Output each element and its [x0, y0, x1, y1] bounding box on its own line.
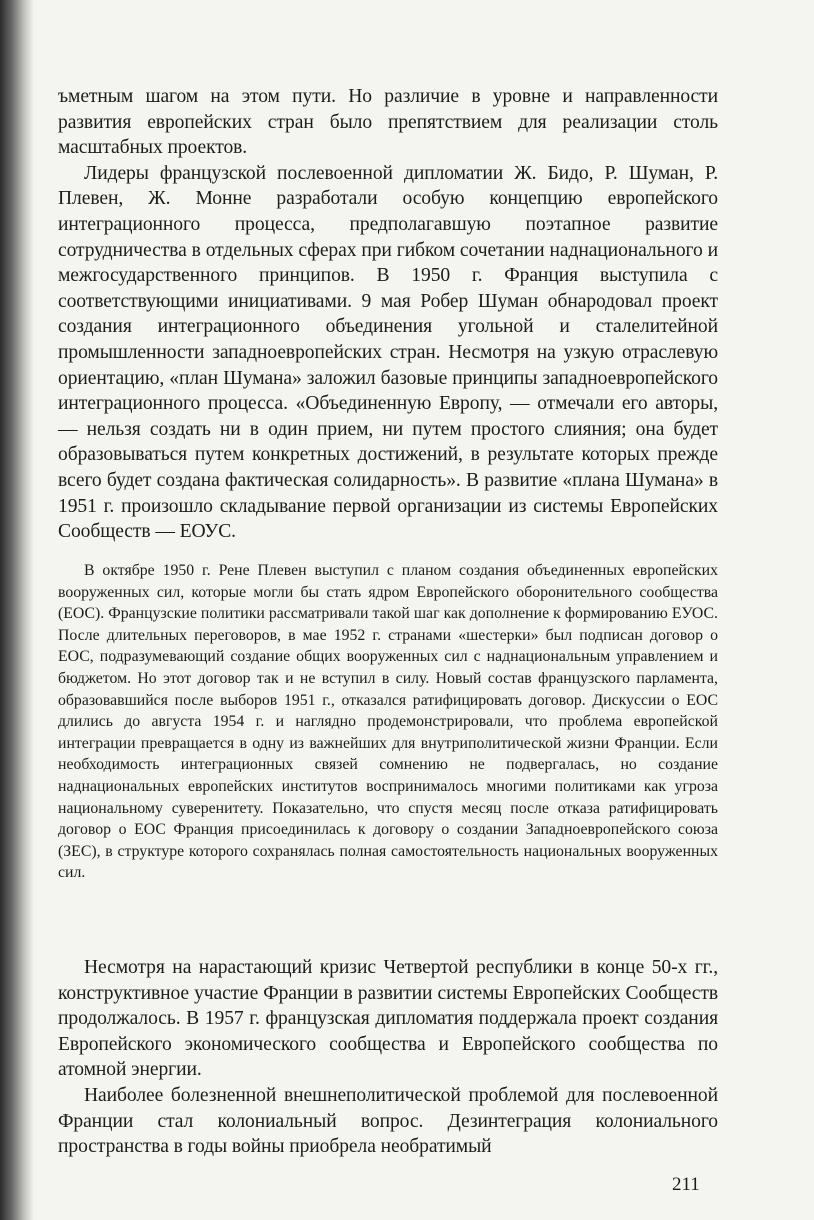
page-number: 211	[672, 1174, 700, 1195]
bottom-text-block	[58, 955, 718, 1160]
top-text-block	[58, 84, 718, 545]
paragraph-continuation: ъметным шагом на этом пути. Но различие в уровне и направленности развития европейских стран было препятствием для реализации столь масштабных проектов.	[58, 86, 718, 159]
paragraph-fourth-republic: Несмотря на нарастающий кризис Четвертой республики в конце 50-х гг., конструктивное участие Франции в развитии системы Европейских Сообществ продолжалось. В 1957 г. французская дипломатия поддержала проект создания Европейского экономического сообщества и Европейского сообщества по атомной энергии.	[58, 957, 718, 1081]
binding-shadow	[0, 0, 34, 1220]
small-print-block	[58, 560, 718, 884]
paragraph-eoc-note: В октябре 1950 г. Рене Плевен выступил с планом создания объединенных европейских вооруженных сил, которые могли бы стать ядром Европейского оборонительного сообщества (ЕОС). Французские политики рассматривали такой шаг как дополнение к формированию ЕУОС. После длительных переговоров, в мае 1952 г. странами «шестерки» был подписан договор о ЕОС, подразумевающий создание общих вооруженных сил с наднациональным управлением и бюджетом. Но этот договор так и не вступил в силу. Новый состав французского парламента, образовавшийся после выборов 1951 г., отказался ратифицировать договор. Дискуссии о ЕОС длились до августа 1954 г. и наглядно продемонстрировали, что проблема европейской интеграции превращается в одну из важнейших для внутриполитической жизни Франции. Если необходимость интеграционных связей сомнению не подвергалась, но создание наднациональных европейских институтов воспринималось многими политиками как угроза национальному суверенитету. Показательно, что спустя месяц после отказа ратифицировать договор о ЕОС Франция присоединилась к договору о создании Западноевропейского союза (ЗЕС), в структуре которого сохранялась полная самостоятельность национальных вооруженных сил.	[58, 562, 718, 882]
paragraph-french-diplomacy: Лидеры французской послевоенной дипломатии Ж. Бидо, Р. Шуман, Р. Плевен, Ж. Монне разработали особую концепцию европейского интеграционного процесса, предполагавшую поэтапное развитие сотрудничества в отдельных сферах при гибком сочетании наднационального и межгосударственного принципов. В 1950 г. Франция выступила с соответствующими инициативами. 9 мая Робер Шуман обнародовал проект создания интеграционного объединения угольной и сталелитейной промышленности западноевропейских стран. Несмотря на узкую отраслевую ориентацию, «план Шумана» заложил базовые принципы западноевропейского интеграционного процесса. «Объединенную Европу, — отмечали его авторы, — нельзя создать ни в один прием, ни путем простого слияния; она будет образовываться путем конкретных достижений, в результате которых прежде всего будет создана фактическая солидарность». В развитие «плана Шумана» в 1951 г. произошло складывание первой организации из системы Европейских Сообществ — ЕОУС.	[58, 162, 718, 543]
paragraph-colonial-question: Наиболее болезненной внешнеполитической проблемой для послевоенной Франции стал колониальный вопрос. Дезинтеграция колониального пространства в годы войны приобрела необратимый	[58, 1084, 718, 1158]
